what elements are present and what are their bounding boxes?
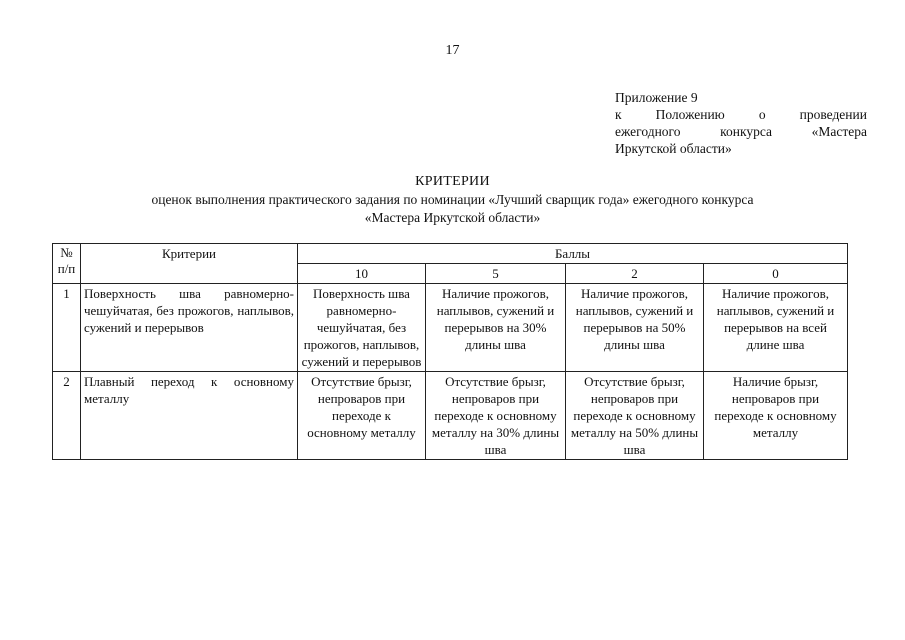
appendix-word: «Мастера — [811, 124, 867, 139]
criteria-table — [52, 243, 848, 460]
row-score-5: Наличие прожогов, наплывов, сужений и перерывов на 30% длины шва — [426, 284, 566, 372]
header-score-0: 0 — [704, 264, 848, 284]
header-num-cell — [53, 244, 81, 284]
header-criteria: Критерии — [81, 244, 298, 284]
document-subtitle-line-2: «Мастера Иркутской области» — [364, 210, 541, 225]
header-score-5: 5 — [426, 264, 566, 284]
appendix-word: конкурса — [720, 124, 772, 139]
header-score-2: 2 — [566, 264, 704, 284]
row-score-10: Отсутствие брызг, непроваров при переходе к основному металлу — [298, 372, 426, 460]
appendix-line-4: Иркутской области» — [615, 141, 732, 156]
row-number: 2 — [53, 372, 81, 460]
appendix-word: о — [758, 107, 766, 122]
row-score-2: Наличие прожогов, наплывов, сужений и перерывов на 50% длины шва — [566, 284, 704, 372]
page-number: 17 — [445, 43, 460, 58]
header-score-10: 10 — [298, 264, 426, 284]
appendix-word: Положению — [655, 107, 725, 122]
row-score-0: Наличие прожогов, наплывов, сужений и перерывов на всей длине шва — [704, 284, 848, 372]
table-header-row-1 — [53, 244, 848, 264]
document-title-block — [0, 173, 905, 227]
appendix-word: к — [615, 107, 622, 122]
document-subtitle-line-1: оценок выполнения практического задания по номинации «Лучший сварщик года» ежегодного конкурса — [151, 192, 754, 207]
table-row — [53, 372, 848, 460]
row-number: 1 — [53, 284, 81, 372]
appendix-line-3 — [615, 123, 867, 140]
appendix-line-1: Приложение 9 — [615, 90, 698, 105]
header-num-abbr: п/п — [57, 261, 76, 276]
table-row — [53, 284, 848, 372]
appendix-block — [615, 89, 867, 157]
row-score-2: Отсутствие брызг, непроваров при переходе к основному металлу на 50% длины шва — [566, 372, 704, 460]
appendix-word: проведении — [799, 107, 867, 122]
document-title: КРИТЕРИИ — [415, 174, 490, 189]
row-score-10: Поверхность шва равномерно-чешуйчатая, без прожогов, наплывов, сужений и перерывов — [298, 284, 426, 372]
row-criteria: Плавный переход к основному металлу — [81, 372, 298, 460]
row-score-5: Отсутствие брызг, непроваров при переходе к основному металлу на 30% длины шва — [426, 372, 566, 460]
header-scores: Баллы — [298, 244, 848, 264]
appendix-line-2 — [615, 106, 867, 123]
header-num-symbol: № — [60, 245, 73, 260]
row-criteria: Поверхность шва равномерно-чешуйчатая, без прожогов, наплывов, сужений и перерывов — [81, 284, 298, 372]
appendix-word: ежегодного — [615, 124, 681, 139]
row-score-0: Наличие брызг, непроваров при переходе к основному металлу — [704, 372, 848, 460]
